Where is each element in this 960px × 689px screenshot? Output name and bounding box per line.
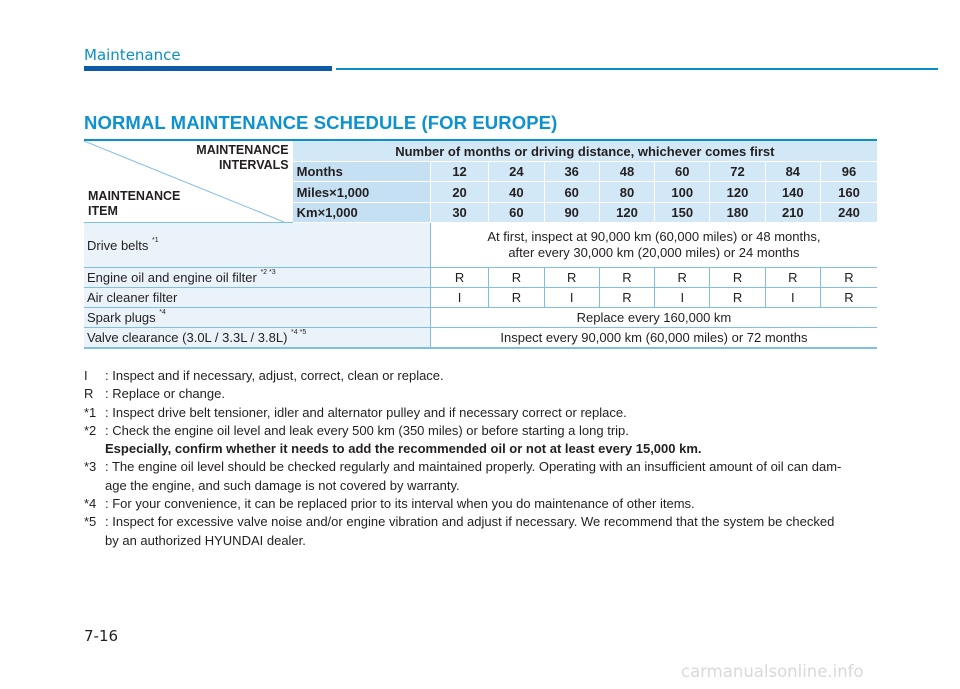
- page-title: NORMAL MAINTENANCE SCHEDULE (FOR EUROPE): [84, 112, 558, 133]
- interval-value: 240: [820, 202, 877, 222]
- interval-value: 84: [765, 162, 820, 182]
- interval-value: 120: [710, 182, 765, 202]
- item-value: R: [489, 268, 544, 288]
- note-line: by an authorized HYUNDAI dealer.: [105, 532, 306, 548]
- item-value: R: [820, 288, 877, 308]
- note-line: *1 : Inspect drive belt tensioner, idler and alternator pulley and if necessary correct or replace.: [84, 404, 627, 420]
- interval-caption: Number of months or driving distance, whichever comes first: [293, 140, 877, 162]
- item-value: R: [599, 268, 654, 288]
- item-air-cleaner: Air cleaner filter: [84, 288, 430, 308]
- interval-value: 60: [489, 202, 544, 222]
- note-line: R : Replace or change.: [84, 386, 225, 402]
- item-schedule-text: Replace every 160,000 km: [430, 308, 877, 328]
- interval-value: 72: [710, 162, 765, 182]
- interval-value: 90: [544, 202, 599, 222]
- note-line: *3 : The engine oil level should be checked regularly and maintained properly. Operating with an insufficient amount of oil can dam-: [84, 459, 842, 475]
- interval-value: 40: [489, 182, 544, 202]
- item-value: R: [710, 268, 765, 288]
- footnote-mark: *4 *5: [291, 329, 307, 336]
- footnote-mark: *1: [152, 236, 159, 244]
- item-engine-oil: Engine oil and engine oil filter $^{*2 *3}$: [84, 268, 430, 288]
- interval-value: 210: [765, 202, 820, 222]
- interval-value: 24: [489, 162, 544, 182]
- interval-row-label: Miles×1,000: [293, 182, 431, 202]
- corner-diagonal-cell: [84, 140, 293, 223]
- interval-value: 60: [544, 182, 599, 202]
- interval-value: 30: [430, 202, 488, 222]
- note-line: *2 : Check the engine oil level and leak every 500 km (350 miles) or before starting a long trip.: [84, 422, 629, 438]
- item-value: I: [430, 288, 488, 308]
- interval-value: 48: [599, 162, 654, 182]
- item-value: R: [765, 268, 820, 288]
- interval-value: 180: [710, 202, 765, 222]
- item-value: R: [820, 268, 877, 288]
- item-spark-plugs: Spark plugs $^{*4}$: [84, 308, 430, 328]
- page-number: 7-16: [84, 627, 119, 645]
- interval-value: 150: [655, 202, 710, 222]
- footnotes: [84, 367, 880, 550]
- item-value: R: [430, 268, 488, 288]
- interval-value: 140: [765, 182, 820, 202]
- note-line: Especially, confirm whether it needs to add the recommended oil or not at least every 15,000 km.: [105, 441, 702, 457]
- maintenance-schedule-table: [84, 139, 877, 349]
- interval-value: 20: [430, 182, 488, 202]
- interval-value: 80: [599, 182, 654, 202]
- footnote-mark: *4: [159, 309, 166, 316]
- item-value: R: [599, 288, 654, 308]
- item-valve-clearance: Valve clearance (3.0L / 3.3L / 3.8L) $^{*4 *5}$: [84, 328, 430, 349]
- interval-row-label: Months: [293, 162, 431, 182]
- item-value: R: [710, 288, 765, 308]
- interval-value: 100: [655, 182, 710, 202]
- item-value: R: [544, 268, 599, 288]
- header-rule-light: [336, 68, 938, 70]
- note-line: age the engine, and such damage is not covered by warranty.: [105, 477, 460, 493]
- note-line: *4 : For your convenience, it can be replaced prior to its interval when you do maintenance of other items.: [84, 496, 695, 512]
- interval-value: 96: [820, 162, 877, 182]
- interval-value: 160: [820, 182, 877, 202]
- note-line: I : Inspect and if necessary, adjust, correct, clean or replace.: [84, 368, 444, 383]
- item-value: I: [544, 288, 599, 308]
- item-schedule-text: At first, inspect at 90,000 km (60,000 miles) or 48 months, after every 30,000 km (20,000 miles) or 24 months: [430, 223, 877, 268]
- interval-value: 60: [655, 162, 710, 182]
- interval-value: 12: [430, 162, 488, 182]
- note-line: *5 : Inspect for excessive valve noise and/or engine vibration and adjust if necessary. We recommend that the system be checked: [84, 514, 835, 530]
- footnote-mark: *2 *3: [260, 269, 276, 276]
- header-rule-dark: [84, 66, 332, 71]
- watermark: carmanualsonline.info: [681, 662, 864, 681]
- interval-row-label: Km×1,000: [293, 202, 431, 222]
- corner-item-label: MAINTENANCE ITEM: [88, 189, 181, 218]
- interval-value: 36: [544, 162, 599, 182]
- section-label: Maintenance: [84, 46, 181, 64]
- item-schedule-text: Inspect every 90,000 km (60,000 miles) or 72 months: [430, 328, 877, 349]
- item-value: R: [489, 288, 544, 308]
- corner-intervals-label: MAINTENANCE INTERVALS: [196, 143, 289, 172]
- item-drive-belts: Drive belts $^{*1}$: [84, 223, 430, 268]
- interval-value: 120: [599, 202, 654, 222]
- item-value: I: [765, 288, 820, 308]
- item-value: R: [655, 268, 710, 288]
- item-value: I: [655, 288, 710, 308]
